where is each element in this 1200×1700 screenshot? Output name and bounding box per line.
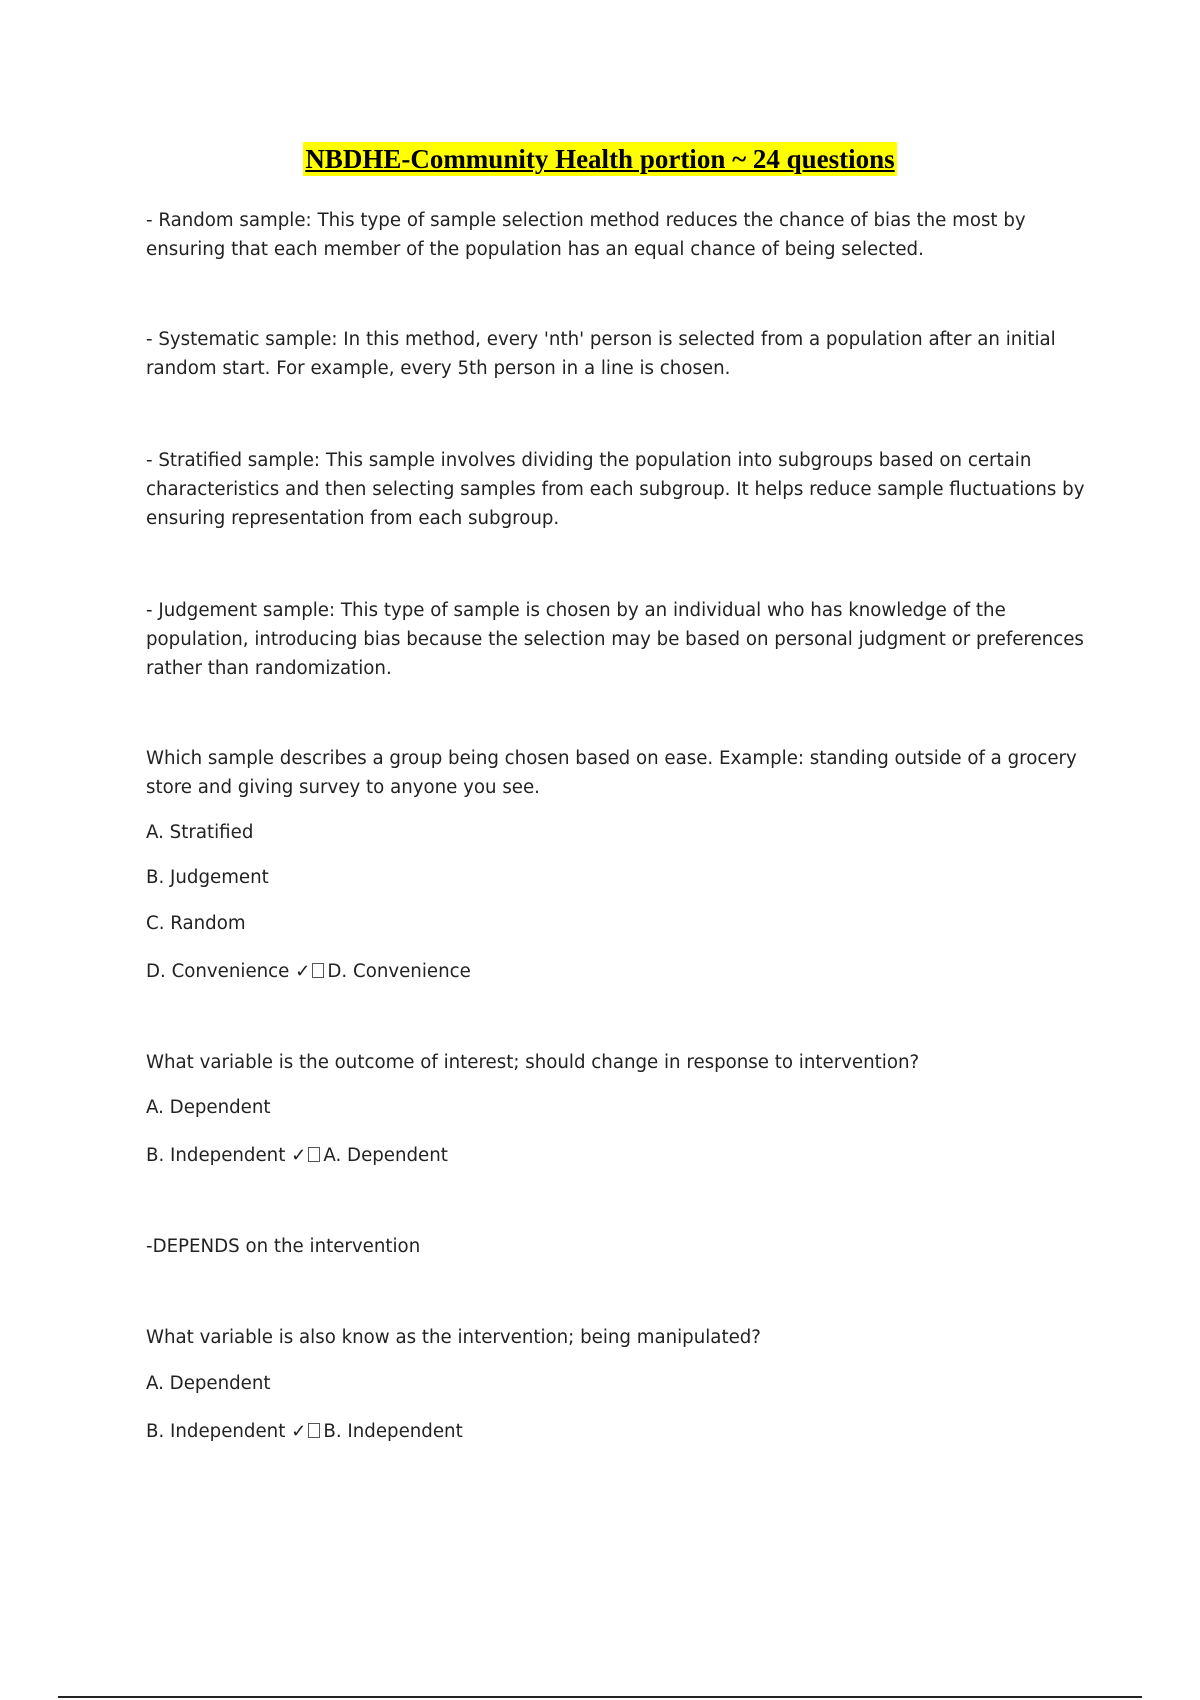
question-2-option-b-answer-line [146,1141,448,1170]
question-1-text: Which sample describes a group being chosen based on ease. Example: standing outside of a grocery store and giving survey to anyone you see. [146,748,1077,798]
question-2-text: What variable is the outcome of interest; should change in response to intervention? [146,1052,920,1073]
question-2-note: -DEPENDS on the intervention [146,1236,421,1257]
document-title: NBDHE-Community Health portion ~ 24 questions [305,144,895,174]
question-1-answer: D. Convenience [327,961,471,982]
missing-glyph-box-icon [308,1147,320,1162]
page-bottom-rule [58,1696,1142,1698]
missing-glyph-box-icon [312,963,324,978]
question-3-option-a: A. Dependent [146,1373,271,1394]
checkmark-icon: ✓ [295,961,311,982]
question-1-option-d-answer-line [146,957,471,986]
question-2-answer: A. Dependent [323,1145,448,1166]
definition-stratified: - Stratified sample: This sample involves dividing the population into subgroups based on certain characteristics and then selecting samples from each subgroup. It helps reduce sample fluctuations by ensuring representation from each subgroup. [146,450,1085,529]
question-1-option-b: B. Judgement [146,867,269,888]
title-container [0,142,1200,176]
checkmark-icon: ✓ [291,1421,307,1442]
question-3-option-b: B. Independent [146,1421,286,1442]
definition-systematic: - Systematic sample: In this method, every 'nth' person is selected from a population after an initial random start. For example, every 5th person in a line is chosen. [146,329,1056,379]
question-3-text: What variable is also know as the intervention; being manipulated? [146,1327,761,1348]
question-2-option-a: A. Dependent [146,1097,271,1118]
question-1-option-a: A. Stratified [146,822,254,843]
question-1-option-d: D. Convenience [146,961,290,982]
question-3-answer: B. Independent [323,1421,463,1442]
definition-judgement: - Judgement sample: This type of sample is chosen by an individual who has knowledge of the population, introducing bias because the selection may be based on personal judgment or preferences rather than randomization. [146,600,1084,679]
question-1-option-c: C. Random [146,913,246,934]
question-3-option-b-answer-line [146,1417,463,1446]
checkmark-icon: ✓ [291,1145,307,1166]
question-2-option-b: B. Independent [146,1145,286,1166]
definition-random: - Random sample: This type of sample selection method reduces the chance of bias the most by ensuring that each member of the population has an equal chance of being selected. [146,210,1026,260]
missing-glyph-box-icon [308,1423,320,1438]
